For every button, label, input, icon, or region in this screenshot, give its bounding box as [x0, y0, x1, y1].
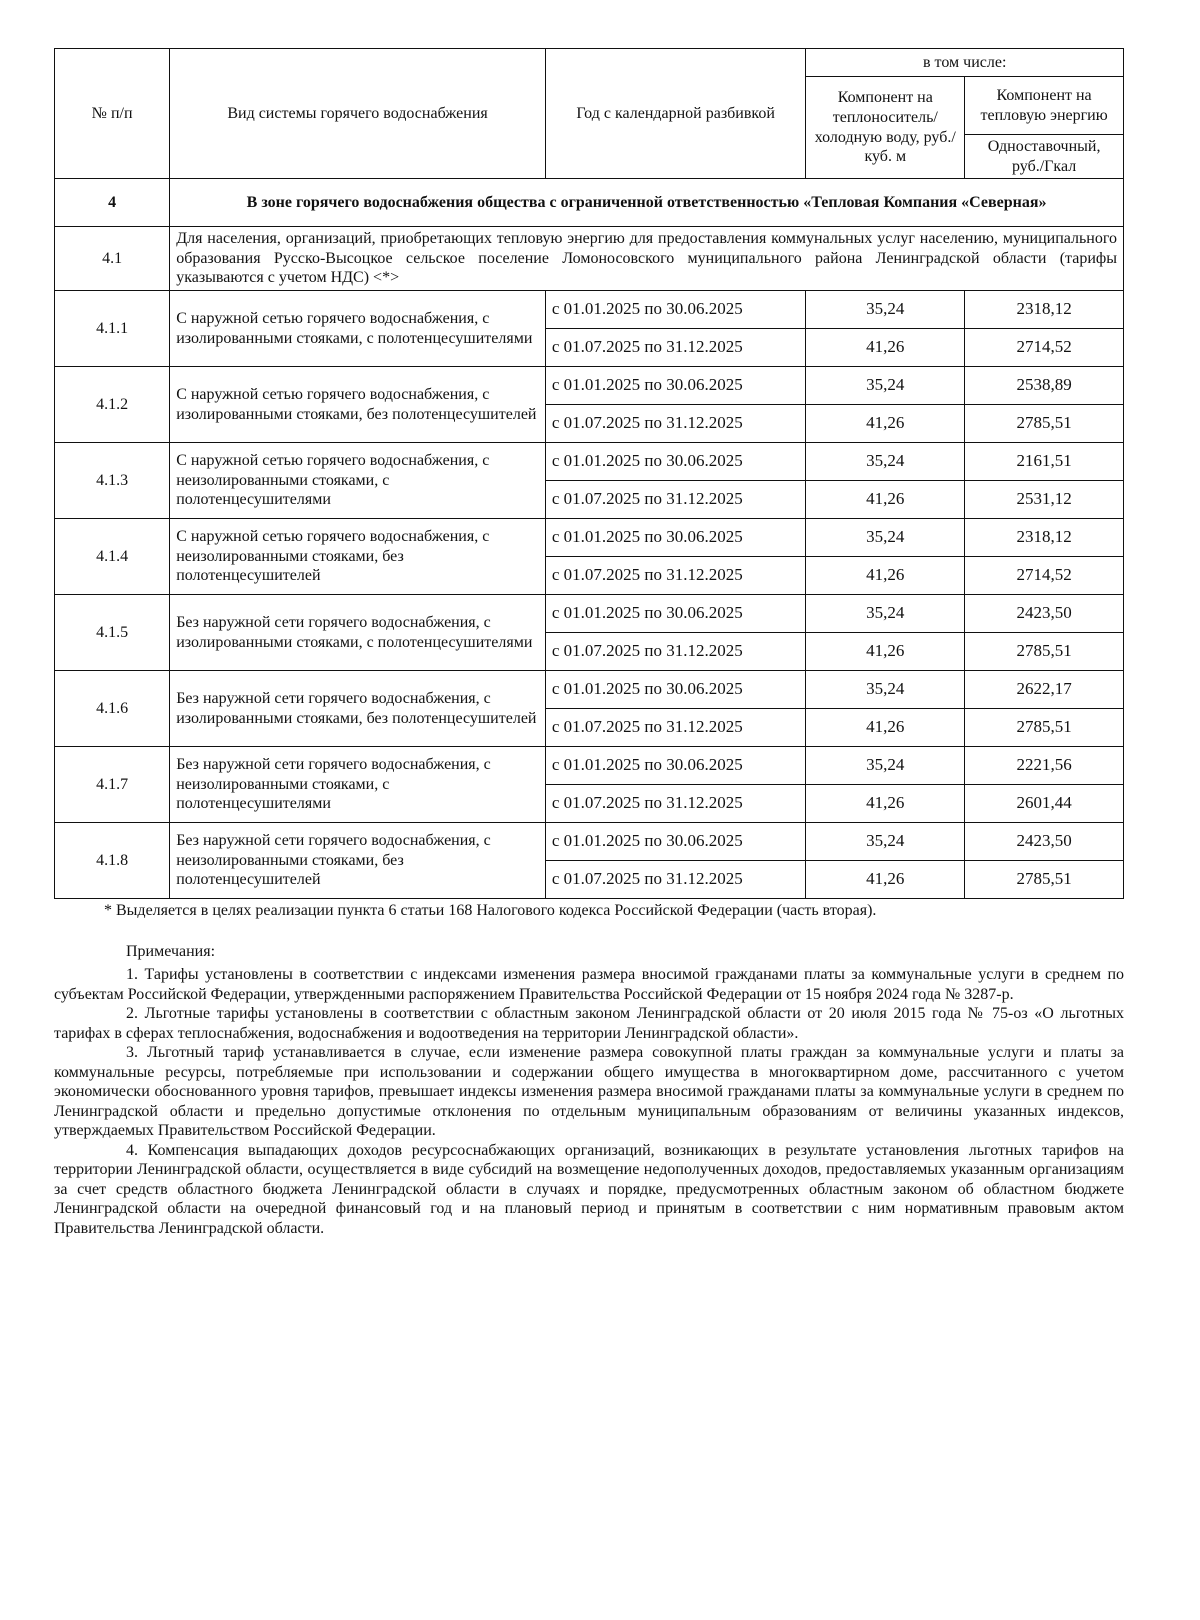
- heat-value-second-half: 2785,51: [965, 405, 1124, 443]
- period-second-half: с 01.07.2025 по 31.12.2025: [545, 709, 806, 747]
- period-second-half: с 01.07.2025 по 31.12.2025: [545, 557, 806, 595]
- water-value-second-half: 41,26: [806, 861, 965, 899]
- header-heat-single-rate: Одноставочный, руб./Гкал: [965, 135, 1124, 179]
- period-second-half: с 01.07.2025 по 31.12.2025: [545, 405, 806, 443]
- row-num: 4.1.2: [55, 367, 170, 443]
- row-num: 4.1.7: [55, 747, 170, 823]
- tariff-row: [55, 671, 1124, 709]
- heat-value-first-half: 2423,50: [965, 823, 1124, 861]
- header-num: № п/п: [55, 49, 170, 179]
- water-value-second-half: 41,26: [806, 709, 965, 747]
- row-description: С наружной сетью горячего водоснабжения, с изолированными стояками, без полотенцесушителей: [170, 367, 546, 443]
- period-second-half: с 01.07.2025 по 31.12.2025: [545, 861, 806, 899]
- water-value-first-half: 35,24: [806, 823, 965, 861]
- heat-value-second-half: 2714,52: [965, 557, 1124, 595]
- vat-footnote: * Выделяется в целях реализации пункта 6 статьи 168 Налогового кодекса Российской Федерации (часть вторая).: [104, 902, 877, 920]
- tariff-row: [55, 823, 1124, 861]
- water-value-second-half: 41,26: [806, 557, 965, 595]
- heat-value-first-half: 2161,51: [965, 443, 1124, 481]
- water-value-second-half: 41,26: [806, 329, 965, 367]
- header-water-component: Компонент на теплоноситель/ холодную воду, руб./куб. м: [806, 77, 965, 179]
- period-first-half: с 01.01.2025 по 30.06.2025: [545, 671, 806, 709]
- heat-value-first-half: 2221,56: [965, 747, 1124, 785]
- note-item: 1. Тарифы установлены в соответствии с индексами изменения размера вносимой гражданами платы за коммунальные услуги в среднем по субъектам Российской Федерации, утвержденными распоряжением Правительства Российской Федерации от 15 ноября 2024 года № 3287-р.: [54, 966, 1124, 1003]
- row-num: 4.1.6: [55, 671, 170, 747]
- row-description: С наружной сетью горячего водоснабжения, с неизолированными стояками, с полотенцесушителями: [170, 443, 546, 519]
- row-num: 4.1.8: [55, 823, 170, 899]
- row-num: 4.1.5: [55, 595, 170, 671]
- header-system-type: Вид системы горячего водоснабжения: [170, 49, 546, 179]
- period-first-half: с 01.01.2025 по 30.06.2025: [545, 367, 806, 405]
- period-first-half: с 01.01.2025 по 30.06.2025: [545, 823, 806, 861]
- water-value-first-half: 35,24: [806, 443, 965, 481]
- section-num: 4: [55, 179, 170, 227]
- heat-value-second-half: 2785,51: [965, 633, 1124, 671]
- header-heat-component: Компонент на тепловую энергию: [965, 77, 1124, 135]
- row-description: С наружной сетью горячего водоснабжения, с изолированными стояками, с полотенцесушителями: [170, 291, 546, 367]
- heat-value-first-half: 2318,12: [965, 519, 1124, 557]
- note-item: 2. Льготные тарифы установлены в соответствии с областным законом Ленинградской области от 20 июля 2015 года № 75-оз «О льготных тарифах в сферах теплоснабжения, водоснабжения и водоотведения на территории Ленинградской области».: [54, 1005, 1124, 1042]
- notes-list: [54, 965, 1124, 1238]
- heat-value-first-half: 2622,17: [965, 671, 1124, 709]
- period-first-half: с 01.01.2025 по 30.06.2025: [545, 291, 806, 329]
- period-first-half: с 01.01.2025 по 30.06.2025: [545, 443, 806, 481]
- subsection-text: Для населения, организаций, приобретающих тепловую энергию для предоставления коммунальных услуг населению, муниципального образования Русско-Высоцкое сельское поселение Ломоносовского муниципального района Ленинградской области (тарифы указываются с учетом НДС) <*>: [170, 227, 1124, 291]
- row-num: 4.1.3: [55, 443, 170, 519]
- water-value-first-half: 35,24: [806, 671, 965, 709]
- heat-value-second-half: 2714,52: [965, 329, 1124, 367]
- water-value-second-half: 41,26: [806, 633, 965, 671]
- row-num: 4.1.1: [55, 291, 170, 367]
- period-second-half: с 01.07.2025 по 31.12.2025: [545, 633, 806, 671]
- water-value-first-half: 35,24: [806, 747, 965, 785]
- row-description: Без наружной сети горячего водоснабжения, с изолированными стояками, без полотенцесушителей: [170, 671, 546, 747]
- note-item: 3. Льготный тариф устанавливается в случае, если изменение размера совокупной платы граждан за коммунальные услуги и платы за коммунальные ресурсы, потребляемые при использовании и содержании общего имущества в многоквартирном доме, рассчитанного с учетом экономически обоснованного уровня тарифов, превышает индексы изменения размера вносимой гражданами платы за коммунальные услуги в среднем по Ленинградской области и предельно допустимые отклонения по отдельным муниципальным образованиям от величины указанных индексов, утверждаемых Правительством Российской Федерации.: [54, 1044, 1124, 1140]
- water-value-second-half: 41,26: [806, 481, 965, 519]
- tariff-row: [55, 519, 1124, 557]
- period-first-half: с 01.01.2025 по 30.06.2025: [545, 595, 806, 633]
- tariff-row: [55, 367, 1124, 405]
- water-value-second-half: 41,26: [806, 785, 965, 823]
- row-description: С наружной сетью горячего водоснабжения, с неизолированными стояками, без полотенцесушителей: [170, 519, 546, 595]
- tariff-row: [55, 595, 1124, 633]
- note-item: 4. Компенсация выпадающих доходов ресурсоснабжающих организаций, возникающих в результате установления льготных тарифов на территории Ленинградской области, осуществляется в виде субсидий на возмещение недополученных доходов, предоставляемых указанным организациям за счет средств областного бюджета Ленинградской области в случаях и порядке, предусмотренных областным законом об областном бюджете Ленинградской области на очередной финансовый год и на плановый период и принятым в соответствии с ним нормативным правовым актом Правительства Ленинградской области.: [54, 1141, 1124, 1237]
- tariff-row: [55, 443, 1124, 481]
- row-description: Без наружной сети горячего водоснабжения, с неизолированными стояками, без полотенцесушителей: [170, 823, 546, 899]
- water-value-first-half: 35,24: [806, 367, 965, 405]
- row-description: Без наружной сети горячего водоснабжения, с неизолированными стояками, с полотенцесушителями: [170, 747, 546, 823]
- header-period: Год с календарной разбивкой: [545, 49, 806, 179]
- header-including: в том числе:: [806, 49, 1124, 77]
- heat-value-second-half: 2785,51: [965, 709, 1124, 747]
- document-page: [54, 48, 1124, 1238]
- heat-value-first-half: 2538,89: [965, 367, 1124, 405]
- heat-value-second-half: 2601,44: [965, 785, 1124, 823]
- period-second-half: с 01.07.2025 по 31.12.2025: [545, 481, 806, 519]
- water-value-first-half: 35,24: [806, 519, 965, 557]
- period-second-half: с 01.07.2025 по 31.12.2025: [545, 785, 806, 823]
- row-description: Без наружной сети горячего водоснабжения, с изолированными стояками, с полотенцесушителями: [170, 595, 546, 671]
- period-first-half: с 01.01.2025 по 30.06.2025: [545, 747, 806, 785]
- notes-title: Примечания:: [126, 943, 216, 961]
- water-value-second-half: 41,26: [806, 405, 965, 443]
- water-value-first-half: 35,24: [806, 291, 965, 329]
- heat-value-second-half: 2531,12: [965, 481, 1124, 519]
- tariff-row: [55, 291, 1124, 329]
- heat-value-second-half: 2785,51: [965, 861, 1124, 899]
- subsection-num: 4.1: [55, 227, 170, 291]
- row-num: 4.1.4: [55, 519, 170, 595]
- section-title: В зоне горячего водоснабжения общества с ограниченной ответственностью «Тепловая Компания «Северная»: [170, 179, 1124, 227]
- period-second-half: с 01.07.2025 по 31.12.2025: [545, 329, 806, 367]
- tariff-row: [55, 747, 1124, 785]
- heat-value-first-half: 2318,12: [965, 291, 1124, 329]
- water-value-first-half: 35,24: [806, 595, 965, 633]
- heat-value-first-half: 2423,50: [965, 595, 1124, 633]
- tariff-table: [54, 48, 1124, 899]
- period-first-half: с 01.01.2025 по 30.06.2025: [545, 519, 806, 557]
